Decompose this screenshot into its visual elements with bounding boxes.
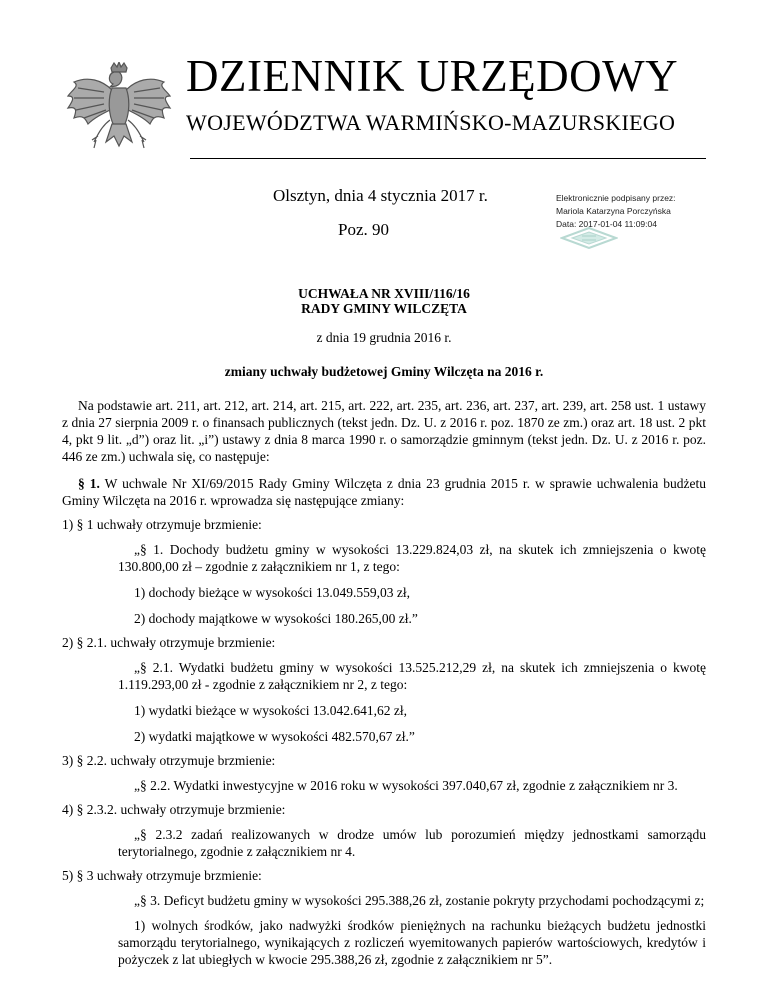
point-1-quote: „§ 1. Dochody budżetu gminy w wysokości 13.229.824,03 zł, na skutek ich zmniejszenia o kwotę 130.800,00 zł – zgodnie z załącznikiem nr 1, z tego: — [118, 542, 706, 574]
gazette-title: DZIENNIK URZĘDOWY — [186, 51, 679, 101]
signature-signer: Mariola Katarzyna Porczyńska — [556, 206, 671, 216]
electronic-signature — [556, 192, 676, 231]
resolution-number: UCHWAŁA NR XVIII/116/16 — [298, 286, 470, 301]
point-2-item-1: 1) wydatki bieżące w wysokości 13.042.641,62 zł, — [134, 703, 407, 718]
preamble: Na podstawie art. 211, art. 212, art. 214, art. 215, art. 222, art. 235, art. 236, art. 237, art. 239, art. 258 ust. 1 ustawy z dnia 27 sierpnia 2009 r. o finansach publicznych (tekst jedn. Dz. U. z 2016 r. poz. 1870 ze zm.) oraz art. 18 ust. 2 pkt 4, pkt 9 lit. „d”) oraz lit. „i”) ustawy z dnia 8 marca 1990 r. o samorządzie gminnym (tekst jedn. Dz. U. z 2016 r. poz. 446 ze zm.) uchwala się, co następuje: — [62, 398, 706, 464]
point-3: 3) § 2.2. uchwały otrzymuje brzmienie: — [62, 753, 276, 768]
point-4-quote: „§ 2.3.2 zadań realizowanych w drodze umów lub porozumień między jednostkami samorządu terytorialnego, zgodnie z załącznikiem nr 4. — [118, 827, 706, 859]
point-2-item-2: 2) wydatki majątkowe w wysokości 482.570,67 zł.” — [134, 729, 415, 744]
signature-seal-icon — [560, 227, 618, 249]
point-2-quote: „§ 2.1. Wydatki budżetu gminy w wysokości 13.525.212,29 zł, na skutek ich zmniejszenia o kwotę 1.119.293,00 zł - zgodnie z załącznikiem nr 2, z tego: — [118, 660, 706, 692]
point-1-item-2: 2) dochody majątkowe w wysokości 180.265,00 zł.” — [134, 611, 418, 626]
signature-date: Data: 2017-01-04 11:09:04 — [556, 219, 657, 229]
point-4: 4) § 2.3.2. uchwały otrzymuje brzmienie: — [62, 802, 286, 817]
signature-label: Elektronicznie podpisany przez: — [556, 193, 676, 203]
polish-eagle-emblem-icon — [64, 62, 174, 160]
header-divider — [190, 158, 706, 159]
resolution-date: z dnia 19 grudnia 2016 r. — [316, 330, 452, 345]
publication-date: Olsztyn, dnia 4 stycznia 2017 r. — [273, 186, 488, 205]
point-3-quote: „§ 2.2. Wydatki inwestycyjne w 2016 roku w wysokości 397.040,67 zł, zgodnie z załącznikiem nr 3. — [134, 778, 678, 793]
paragraph-1 — [62, 475, 706, 509]
point-5-quote: „§ 3. Deficyt budżetu gminy w wysokości 295.388,26 zł, zostanie pokryty przychodami pochodzącymi z; — [134, 893, 705, 908]
point-5: 5) § 3 uchwały otrzymuje brzmienie: — [62, 868, 262, 883]
position-number: Poz. 90 — [338, 220, 389, 239]
paragraph-1-label: § 1. — [78, 476, 100, 491]
resolution-subject: zmiany uchwały budżetowej Gminy Wilczęta na 2016 r. — [224, 364, 544, 379]
gazette-subtitle: WOJEWÓDZTWA WARMIŃSKO-MAZURSKIEGO — [186, 110, 676, 135]
document-body — [62, 397, 706, 968]
point-1: 1) § 1 uchwały otrzymuje brzmienie: — [62, 517, 262, 532]
paragraph-1-text: W uchwale Nr XI/69/2015 Rady Gminy Wilczęta z dnia 23 grudnia 2015 r. w sprawie uchwalenia budżetu Gminy Wilczęta na 2016 r. wprowadza się następujące zmiany: — [62, 476, 706, 508]
resolution-body: RADY GMINY WILCZĘTA — [301, 301, 467, 316]
point-2: 2) § 2.1. uchwały otrzymuje brzmienie: — [62, 635, 276, 650]
point-5-item-1: 1) wolnych środków, jako nadwyżki środków pieniężnych na rachunku bieżących budżetu jednostki samorządu terytorialnego, wynikających z rozliczeń wyemitowanych papierów wartościowych, kredytów i pożyczek z lat ubiegłych w kwocie 295.388,26 zł, zgodnie z załącznikiem nr 5”. — [118, 918, 706, 967]
point-1-item-1: 1) dochody bieżące w wysokości 13.049.559,03 zł, — [134, 585, 410, 600]
